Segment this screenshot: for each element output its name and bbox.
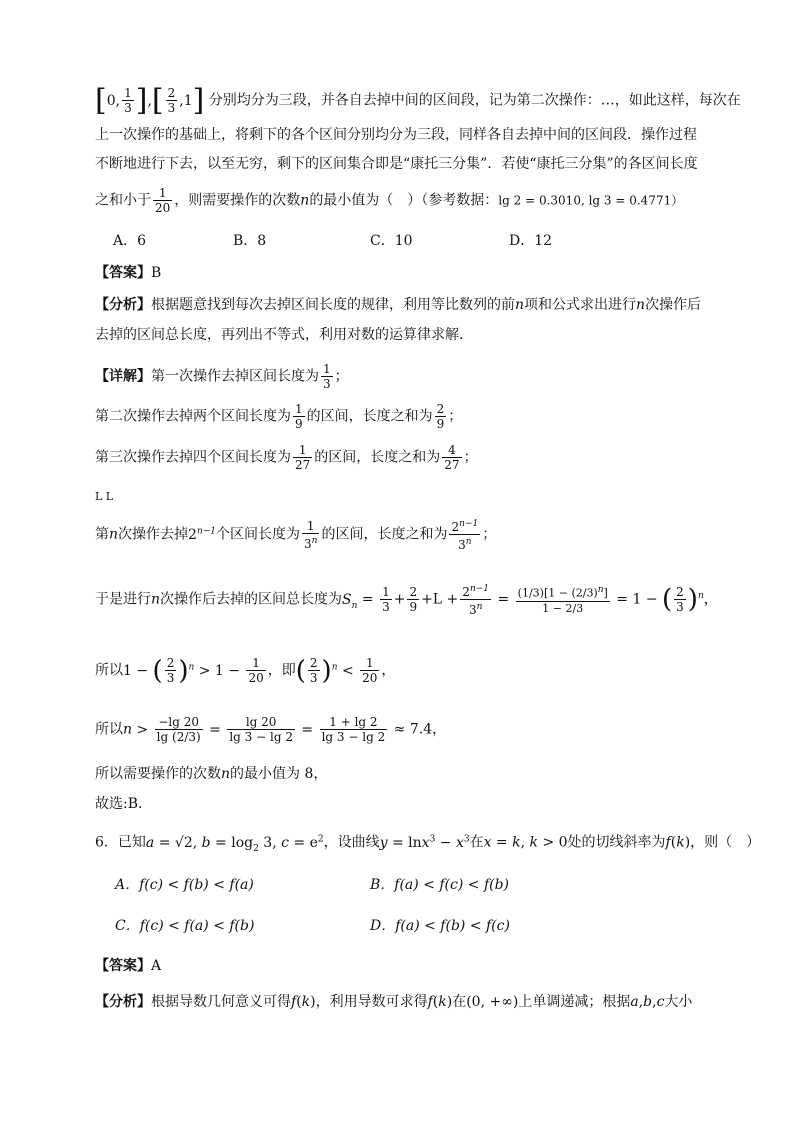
detail5-line7: 所以n > $\frac{-\lg 20}{\lg (2/3)}$ = $\frac{\lg 20}{\lg 3 - \lg 2}$ = $\frac{1 + \lg 2}{\lg 3 - \lg 2}$ ≈ 7.4， [95,715,447,744]
detail-tag: 【详解】 [95,368,151,385]
answer-value: A [151,958,162,974]
q6-stem: 6．已知a = √2, $b = \log_2 3$, $c = e^2$，设曲线$y = \ln x^3 - x^3$在x = k, k > 0处的切线斜率为f(k)，则（ ） [95,834,761,854]
detail5-line5: 于是进行n次操作后去掉的区间总长度为$S_n$ = $\frac{1}{3}$ + $\frac{2}{9}$ +L + $\frac{2^{n-1}}{3^n}$ = $\frac{(1/3)[1 - (2/3)^n]}{1 - 2/3}$ = 1 − ( $\frac{2}{3}$ )$^n$， [95,584,718,617]
q6-option-d: D．f(a) < f(b) < f(c) [370,918,510,934]
detail5-line1: 【详解】第一次操作去掉区间长度为 $\frac{1}{3}$ ； [95,362,349,391]
detail5-line8: 所以需要操作的次数n的最小值为 8， [95,766,328,782]
answer-value: B [151,265,162,281]
q5-option-a: A．6 [113,233,147,249]
q6-option-b: B．f(a) < f(c) < f(b) [370,877,510,893]
answer-tag: 【答案】 [95,958,151,974]
q5-line4: 之和小于 $\frac{1}{20}$ ，则需要操作的次数n的最小值为（ ）（参考数据：lg 2 = 0.3010, lg 3 = 0.4771） [95,186,684,215]
ellipsis: L L [95,490,114,503]
reference-data: lg 2 = 0.3010, lg 3 = 0.4771） [498,193,684,208]
detail5-line9: 故选:B. [95,796,143,812]
detail5-line2: 第二次操作去掉两个区间长度为 $\frac{1}{9}$ 的区间，长度之和为 $\frac{2}{9}$ ； [95,402,463,431]
fraction-1-20: $\frac{1}{20}$ [155,186,171,215]
q5-line1 [95,82,741,118]
analysis-tag: 【分析】 [95,297,151,313]
detail5-line6: 所以1 − ( $\frac{2}{3}$ )$^n$ > 1 − $\frac{1}{20}$ ，即( $\frac{2}{3}$ )$^n$ < $\frac{1}{20}$ ， [95,655,396,686]
q6-option-a: A．f(c) < f(b) < f(a) [115,877,254,893]
q5-line3: 不断地进行下去，以至无穷，剩下的区间集合即是“康托三分集”．若使“康托三分集”的各区间长度 [95,156,698,172]
q5-option-d: D．12 [509,233,553,249]
interval-list: [0, $\frac{1}{3}$ ],[ $\frac{2}{3}$ ,1] [95,82,205,118]
analysis5-line1: 【分析】根据题意找到每次去掉区间长度的规律，利用等比数列的前n项和公式求出进行n次操作后 [95,297,702,313]
q6-option-c: C．f(c) < f(a) < f(b) [115,918,255,934]
answer-tag: 【答案】 [95,265,151,281]
q5-line1-text: 分别均分为三段，并各自去掉中间的区间段，记为第二次操作：…，如此这样，每次在 [208,92,741,109]
analysis-tag: 【分析】 [95,994,151,1010]
answer5 [95,263,161,283]
analysis6-line1: 【分析】根据导数几何意义可得f(k)，利用导数可求得f(k)在(0, +∞)上单调递减；根据a,b,c大小 [95,994,693,1010]
detail5-line4: 第n次操作去掉$2^{n-1}$个区间长度为 $\frac{1}{3^n}$ 的区间，长度之和为 $\frac{2^{n-1}}{3^n}$ ； [95,518,497,552]
answer6 [95,956,161,976]
q5-option-b: B．8 [233,233,267,249]
q5-option-c: C．10 [370,233,413,249]
q5-line2: 上一次操作的基础上，将剩下的各个区间分别均分为三段，同样各自去掉中间的区间段．操作过程 [95,127,697,143]
detail5-line3: 第三次操作去掉四个区间长度为 $\frac{1}{27}$ 的区间，长度之和为 $\frac{4}{27}$ ； [95,443,478,472]
analysis5-line2: 去掉的区间总长度，再列出不等式，利用对数的运算律求解. [95,327,464,343]
